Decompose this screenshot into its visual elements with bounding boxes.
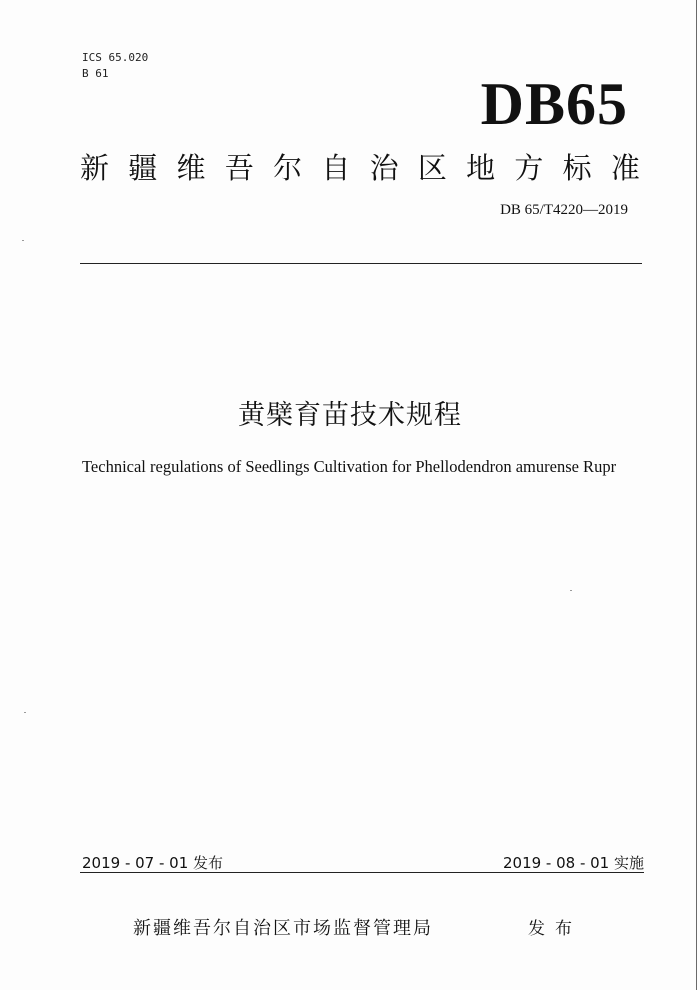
scan-speck xyxy=(570,590,572,591)
scan-edge-line xyxy=(696,0,697,990)
standard-number: DB 65/T4220—2019 xyxy=(500,202,628,218)
standard-type-char: 治 xyxy=(369,151,399,185)
scan-speck xyxy=(24,712,26,713)
publish-label: 发布 xyxy=(528,919,582,939)
publisher-name: 新疆维吾尔自治区市场监督管理局 xyxy=(133,918,433,939)
standard-type-heading xyxy=(80,148,640,188)
dates-divider xyxy=(80,872,644,873)
standard-type-char: 区 xyxy=(417,151,447,185)
document-title-english: Technical regulations of Seedlings Cultivation for Phellodendron amurense Rupr xyxy=(82,457,617,476)
standard-type-char: 地 xyxy=(466,151,496,185)
scan-speck xyxy=(22,240,24,241)
classification-codes xyxy=(82,50,148,82)
document-title-chinese: 黄檗育苗技术规程 xyxy=(238,400,462,431)
ics-code: ICS 65.020 xyxy=(82,51,149,64)
standard-type-char: 准 xyxy=(610,151,640,185)
standard-mark: DB65 xyxy=(480,71,628,137)
ccs-code: B 61 xyxy=(82,67,109,80)
issue-date: 2019 - 07 - 01 发布 xyxy=(82,854,224,872)
standard-type-char: 疆 xyxy=(128,151,158,185)
standard-type-char: 尔 xyxy=(273,151,303,185)
standard-type-char: 标 xyxy=(562,151,592,185)
header-divider xyxy=(80,263,642,264)
standard-type-char: 维 xyxy=(176,151,206,185)
implementation-date: 2019 - 08 - 01 实施 xyxy=(502,854,644,872)
standard-type-char: 新 xyxy=(80,151,110,185)
standard-type-char: 自 xyxy=(321,151,351,185)
standard-type-char: 吾 xyxy=(224,151,254,185)
standard-type-char: 方 xyxy=(514,151,544,185)
